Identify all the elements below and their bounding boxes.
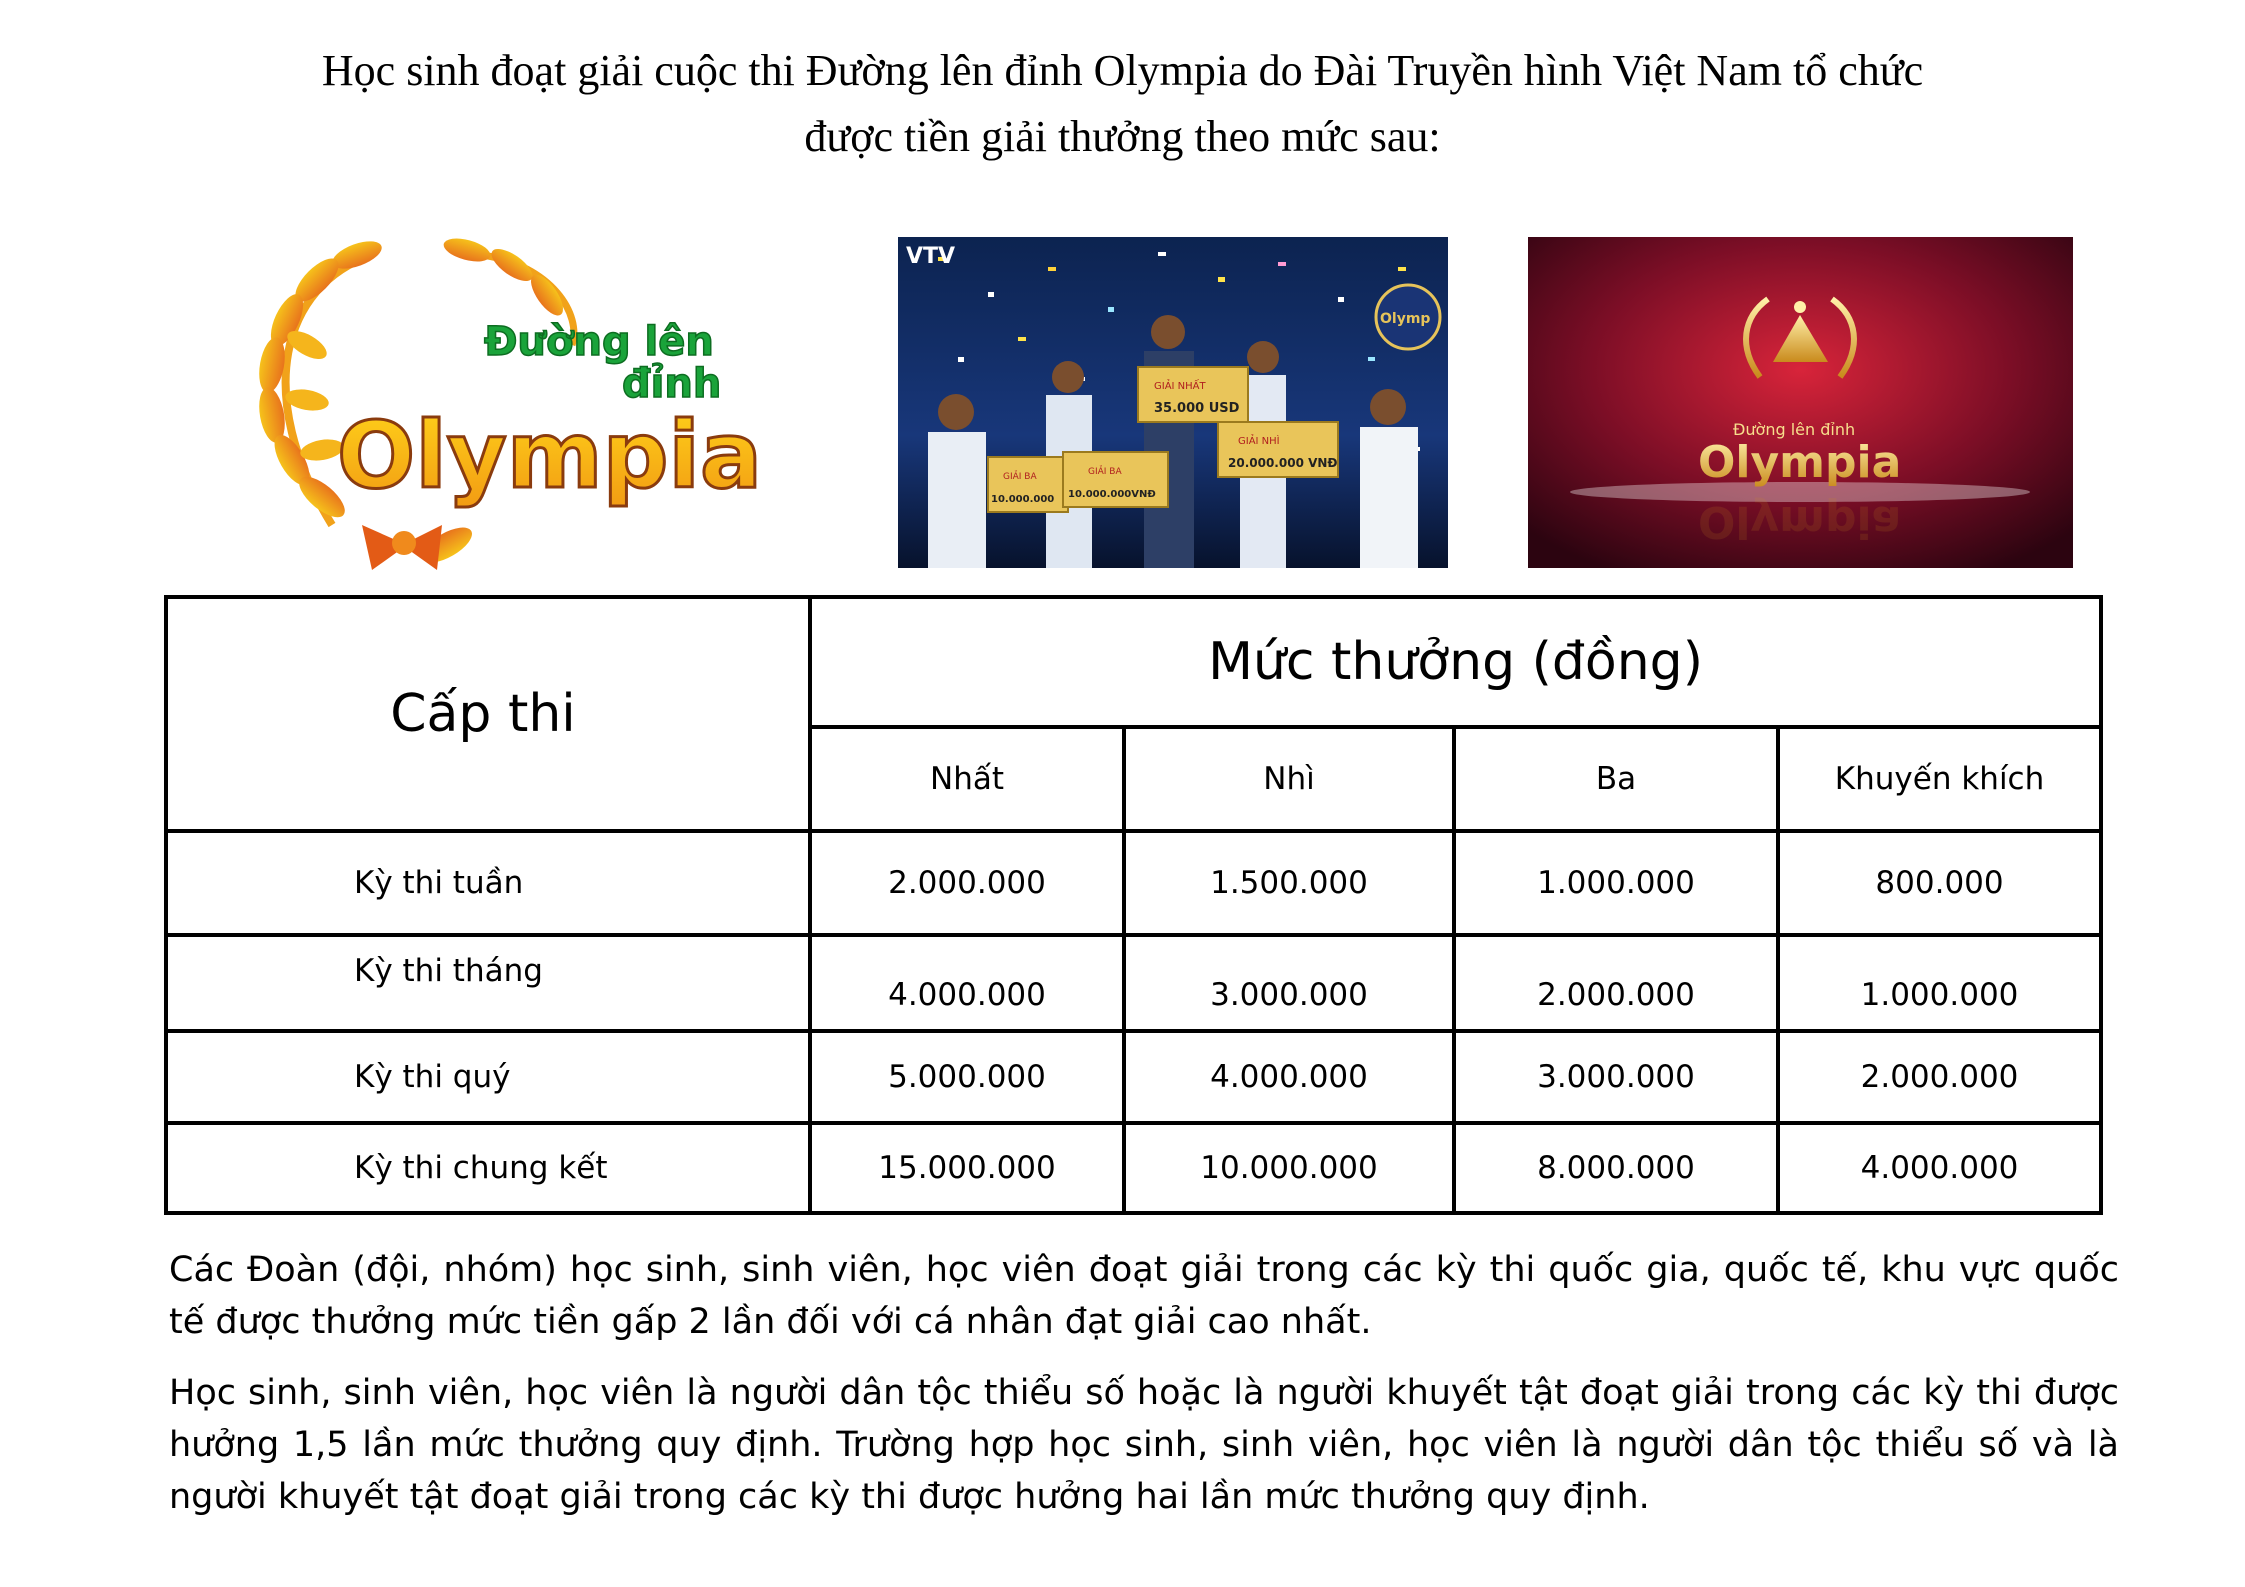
header-encouragement-prize: Khuyến khích xyxy=(1778,727,2101,831)
cell-value: 1.000.000 xyxy=(1454,831,1778,935)
olympia-wreath-logo xyxy=(222,225,784,570)
olympia-title-card xyxy=(1528,237,2073,568)
logo-text-olympia: Olympia xyxy=(337,402,763,509)
logo-text-duong-len: Đường lên xyxy=(484,319,714,365)
title-line-2: được tiền giải thưởng theo mức sau: xyxy=(804,112,1441,161)
cell-value: 4.000.000 xyxy=(1778,1123,2101,1213)
cell-value: 4.000.000 xyxy=(1124,1031,1454,1123)
header-prize-amount: Mức thưởng (đồng) xyxy=(810,597,2101,727)
olympia-logo-image xyxy=(222,225,784,570)
cell-value: 800.000 xyxy=(1778,831,2101,935)
row-label: Kỳ thi tháng xyxy=(166,935,810,1031)
team-award-paragraph: Các Đoàn (đội, nhóm) học sinh, sinh viên, học viên đoạt giải trong các kỳ thi quốc gia, quốc tế, khu vực quốc tế được thưởng mức tiền gấp 2 lần đối với cá nhân đạt giải cao nhất. xyxy=(169,1250,2119,1342)
cheque4-title: GIẢI BA xyxy=(1088,467,1122,477)
cheque2-amount: 20.000.000 VNĐ xyxy=(1228,456,1338,470)
table-row xyxy=(166,831,2101,935)
cell-value: 2.000.000 xyxy=(1778,1031,2101,1123)
ceremony-photo-illustration xyxy=(898,237,1448,568)
cell-value: 3.000.000 xyxy=(1124,935,1454,1031)
row-label: Kỳ thi chung kết xyxy=(166,1123,810,1213)
cell-value: 4.000.000 xyxy=(810,935,1124,1031)
cell-value: 2.000.000 xyxy=(810,831,1124,935)
cheque1-amount: 35.000 USD xyxy=(1154,401,1240,416)
card-text-olympia: Olympia xyxy=(1698,437,1902,488)
cheque2-title: GIẢI NHÌ xyxy=(1238,436,1280,447)
cell-value: 1.000.000 xyxy=(1778,935,2101,1031)
logo-text-dinh: đỉnh xyxy=(622,361,722,407)
award-ceremony-photo xyxy=(898,237,1448,568)
vtv-logo: VTV xyxy=(906,244,956,269)
title-line-1: Học sinh đoạt giải cuộc thi Đường lên đỉnh Olympia do Đài Truyền hình Việt Nam tổ chức xyxy=(321,46,1924,95)
header-exam-level: Cấp thi xyxy=(166,597,810,831)
cell-value: 2.000.000 xyxy=(1454,935,1778,1031)
cell-value: 8.000.000 xyxy=(1454,1123,1778,1213)
minority-disability-paragraph: Học sinh, sinh viên, học viên là người dân tộc thiểu số hoặc là người khuyết tật đoạt giải trong các kỳ thi được hưởng 1,5 lần mức thưởng quy định. Trường hợp học sinh, sinh viên, học viên là người dân tộc thiểu số và là người khuyết tật đoạt giải trong các kỳ thi được hưởng hai lần mức thưởng quy định. xyxy=(169,1373,2119,1517)
table-row xyxy=(166,935,2101,1031)
row-label: Kỳ thi quý xyxy=(166,1031,810,1123)
cell-value: 15.000.000 xyxy=(810,1123,1124,1213)
svg-text:Olymp: Olymp xyxy=(1380,311,1431,327)
cheque1-title: GIẢI NHẤT xyxy=(1154,381,1206,392)
cheque4-amount: 10.000.000VNĐ xyxy=(1068,489,1156,500)
header-third-prize: Ba xyxy=(1454,727,1778,831)
cheque3-title: GIẢI BA xyxy=(1003,472,1037,482)
table-row xyxy=(166,1031,2101,1123)
cheque3-amount: 10.000.000 xyxy=(991,494,1055,505)
cell-value: 3.000.000 xyxy=(1454,1031,1778,1123)
header-second-prize: Nhì xyxy=(1124,727,1454,831)
cell-value: 5.000.000 xyxy=(810,1031,1124,1123)
cell-value: 10.000.000 xyxy=(1124,1123,1454,1213)
prize-table xyxy=(164,595,2103,1215)
header-first-prize: Nhất xyxy=(810,727,1124,831)
olympia-title-card-image xyxy=(1528,237,2073,568)
ribbon-bow xyxy=(362,525,442,570)
svg-text:Olympia: Olympia xyxy=(1698,496,1902,547)
card-text-duong-len-dinh: Đường lên đỉnh xyxy=(1733,420,1856,439)
page-title xyxy=(0,38,2245,170)
table-row xyxy=(166,1123,2101,1213)
cell-value: 1.500.000 xyxy=(1124,831,1454,935)
table-header-row xyxy=(166,597,2101,727)
row-label: Kỳ thi tuần xyxy=(166,831,810,935)
olympia-badge xyxy=(1376,285,1440,349)
